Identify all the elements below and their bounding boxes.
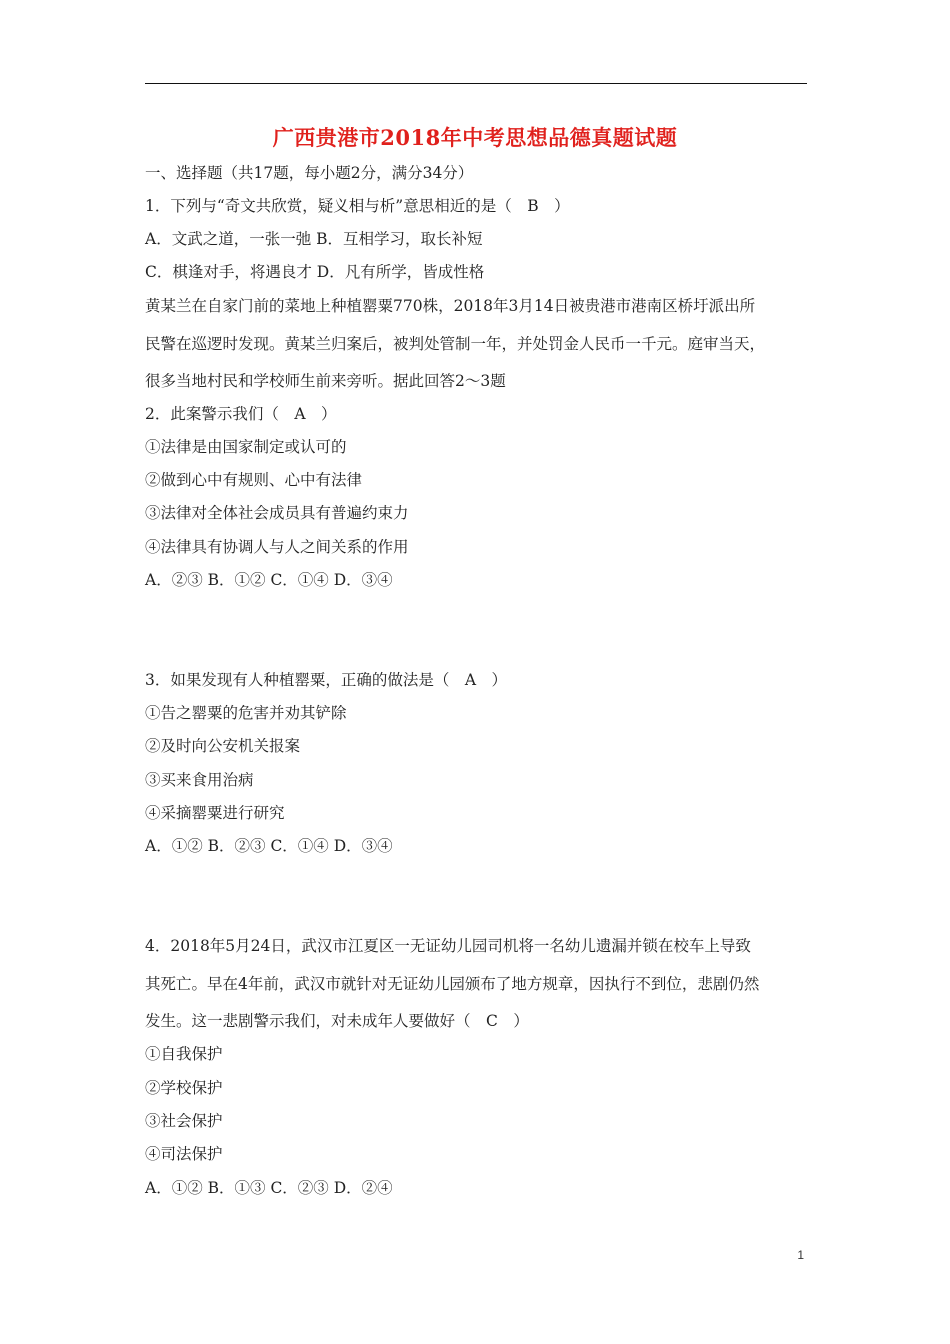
question-2-item-3: ③法律对全体社会成员具有普遍约束力 (145, 504, 409, 522)
question-1-options-ab: A．文武之道，一张一弛 B．互相学习，取长补短 (145, 230, 483, 248)
question-4-item-1: ①自我保护 (145, 1045, 223, 1063)
question-2: 2．此案警示我们（ A ） (145, 405, 337, 423)
question-2-item-2: ②做到心中有规则、心中有法律 (145, 471, 363, 489)
question-4-item-2: ②学校保护 (145, 1079, 223, 1097)
material-line-2: 民警在巡逻时发现。黄某兰归案后，被判处管制一年，并处罚金人民币一千元。庭审当天， (145, 335, 766, 353)
section-heading: 一、选择题（共17题，每小题2分，满分34分） (145, 164, 474, 182)
question-1: 1．下列与“奇文共欣赏，疑义相与析”意思相近的是（ B ） (145, 197, 570, 215)
material-line-3: 很多当地村民和学校师生前来旁听。据此回答2～3题 (145, 372, 506, 390)
question-4-line-2: 其死亡。早在4年前，武汉市就针对无证幼儿园颁布了地方规章，因执行不到位，悲剧仍然 (145, 975, 760, 993)
question-4-item-4: ④司法保护 (145, 1145, 223, 1163)
question-2-item-1: ①法律是由国家制定或认可的 (145, 438, 347, 456)
question-4-answers: A．①② B．①③ C．②③ D．②④ (145, 1179, 393, 1197)
question-3-item-2: ②及时向公安机关报案 (145, 737, 301, 755)
header-rule (145, 83, 807, 84)
question-4-line-3: 发生。这一悲剧警示我们，对未成年人要做好（ C ） (145, 1012, 529, 1030)
question-3-item-3: ③买来食用治病 (145, 771, 254, 789)
question-3-item-4: ④采摘罂粟进行研究 (145, 804, 285, 822)
question-3-answers: A．①② B．②③ C．①④ D．③④ (145, 837, 393, 855)
question-2-item-4: ④法律具有协调人与人之间关系的作用 (145, 538, 409, 556)
question-4-item-3: ③社会保护 (145, 1112, 223, 1130)
question-3: 3．如果发现有人种植罂粟，正确的做法是（ A ） (145, 671, 508, 689)
question-1-options-cd: C．棋逢对手，将遇良才 D．凡有所学，皆成性格 (145, 263, 485, 281)
material-line-1: 黄某兰在自家门前的菜地上种植罂粟770株，2018年3月14日被贵港市港南区桥圩派出所 (145, 297, 756, 315)
question-4-line-1: 4．2018年5月24日，武汉市江夏区一无证幼儿园司机将一名幼儿遗漏并锁在校车上导致 (145, 937, 751, 955)
page-number: 1 (797, 1248, 804, 1262)
question-2-answers: A．②③ B．①② C．①④ D．③④ (145, 571, 393, 589)
page-title: 广西贵港市2018年中考思想品德真题试题 (272, 125, 678, 150)
question-3-item-1: ①告之罂粟的危害并劝其铲除 (145, 704, 347, 722)
